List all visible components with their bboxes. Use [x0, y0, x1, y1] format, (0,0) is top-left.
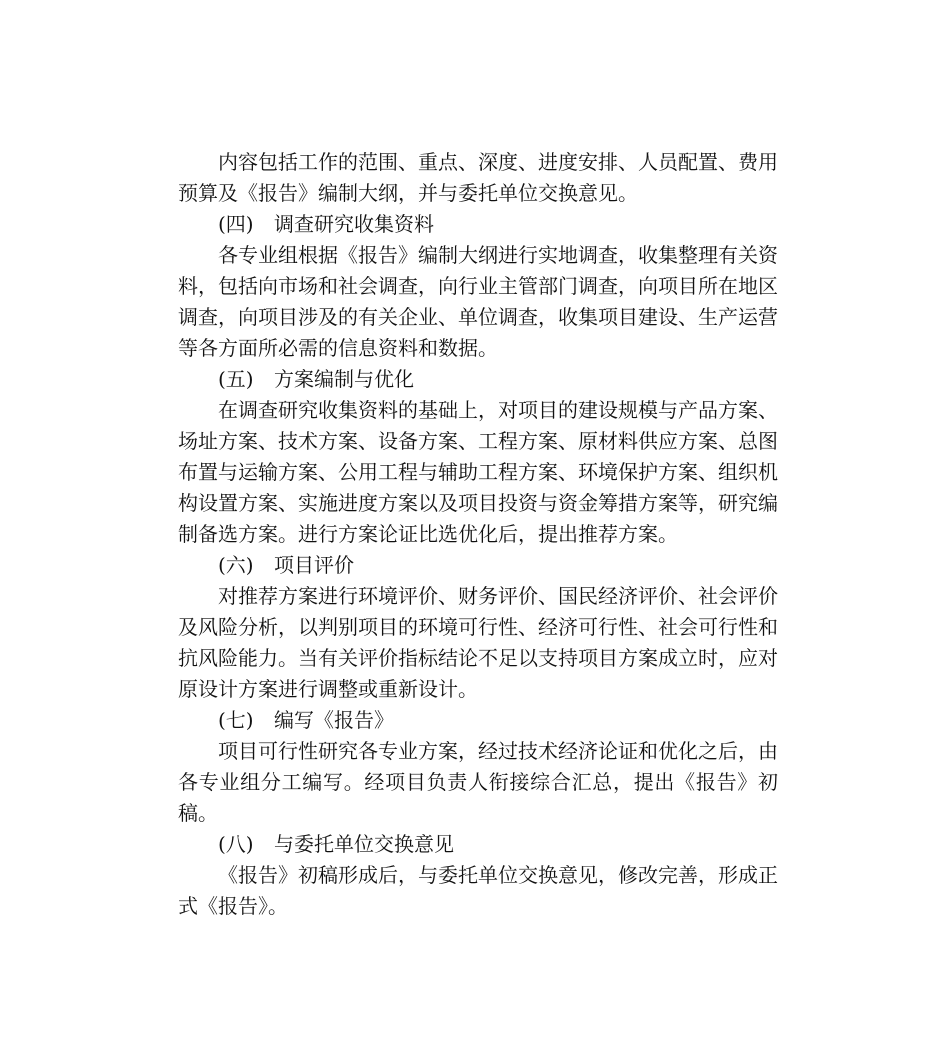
- paragraph-evaluation: 对推荐方案进行环境评价、财务评价、国民经济评价、社会评价及风险分析，以判别项目的环境可行性、经济可行性、社会可行性和抗风险能力。当有关评价指标结论不足以支持项目方案成立时，应对原设计方案进行调整或重新设计。: [178, 584, 778, 701]
- section-heading-7: [178, 705, 778, 736]
- section-heading-8: [178, 829, 778, 860]
- section-heading-5: [178, 364, 778, 395]
- section-number: (六): [218, 553, 254, 577]
- section-title: 方案编制与优化: [274, 367, 414, 391]
- section-number: (八): [218, 832, 254, 856]
- section-title: 编写《报告》: [274, 708, 394, 732]
- section-heading-6: [178, 550, 778, 581]
- paragraph-scope: 内容包括工作的范围、重点、深度、进度安排、人员配置、费用预算及《报告》编制大纲，并与委托单位交换意见。: [178, 150, 778, 205]
- paragraph-investigation: 各专业组根据《报告》编制大纲进行实地调查，收集整理有关资料，包括向市场和社会调查，向行业主管部门调查，向项目所在地区调查，向项目涉及的有关企业、单位调查，收集项目建设、生产运营等各方面所必需的信息资料和数据。: [178, 243, 778, 360]
- section-title: 项目评价: [274, 553, 354, 577]
- section-number: (五): [218, 367, 254, 391]
- paragraph-exchange: 《报告》初稿形成后，与委托单位交换意见，修改完善，形成正式《报告》。: [178, 863, 778, 918]
- section-title: 调查研究收集资料: [274, 212, 434, 236]
- document-body: [178, 147, 778, 922]
- section-number: (四): [218, 212, 254, 236]
- section-number: (七): [218, 708, 254, 732]
- section-title: 与委托单位交换意见: [274, 832, 454, 856]
- paragraph-scheme: 在调查研究收集资料的基础上，对项目的建设规模与产品方案、场址方案、技术方案、设备方案、工程方案、原材料供应方案、总图布置与运输方案、公用工程与辅助工程方案、环境保护方案、组织机构设置方案、实施进度方案以及项目投资与资金筹措方案等，研究编制备选方案。进行方案论证比选优化后，提出推荐方案。: [178, 398, 778, 546]
- section-heading-4: [178, 209, 778, 240]
- paragraph-writing: 项目可行性研究各专业方案，经过技术经济论证和优化之后，由各专业组分工编写。经项目负责人衔接综合汇总，提出《报告》初稿。: [178, 739, 778, 825]
